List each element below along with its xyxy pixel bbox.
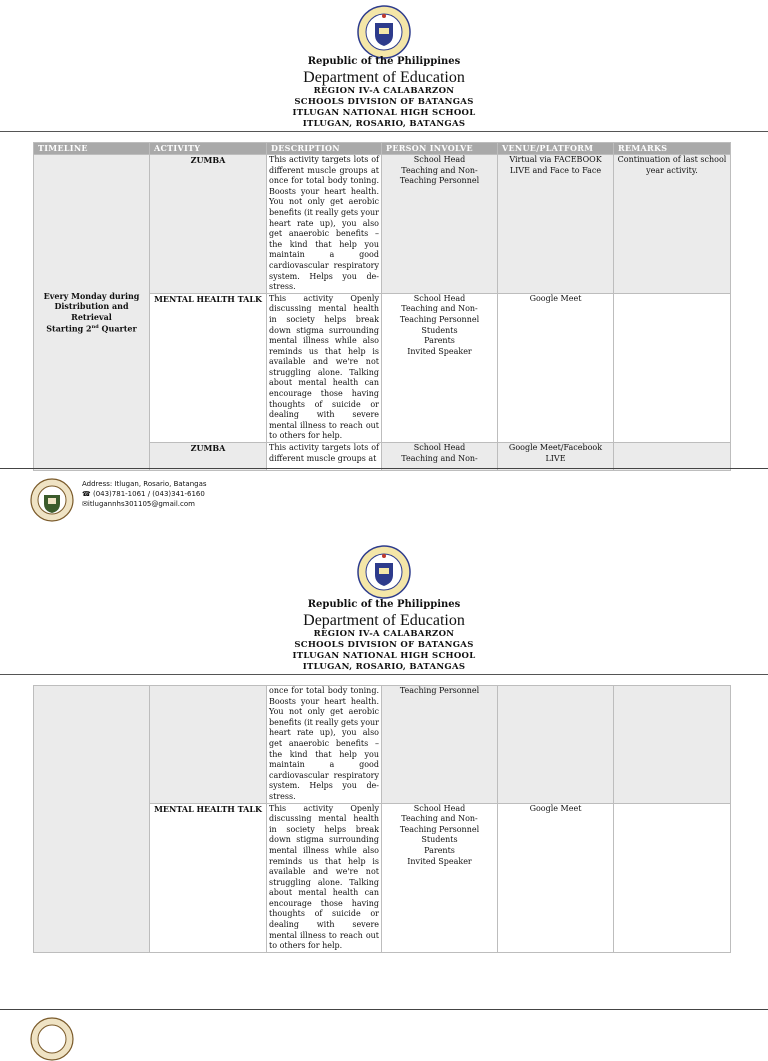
department-heading: Department of Education (303, 612, 465, 629)
footer-divider (0, 468, 768, 469)
footer-email: ✉itlugannhs301105@gmail.com (82, 500, 195, 508)
remarks-cell (614, 686, 731, 804)
division-line: SCHOOLS DIVISION OF BATANGAS (294, 97, 474, 107)
email-icon: ✉ (82, 500, 88, 508)
activity-cell: ZUMBA (150, 443, 267, 471)
activity-cell (150, 686, 267, 804)
venue-cell (498, 686, 614, 804)
deped-seal-logo (356, 4, 412, 60)
persons-cell: School Head Teaching and Non-Teaching Personnel Students Parents Invited Speaker (382, 293, 498, 442)
col-header-remarks: REMARKS (614, 143, 731, 155)
school-line: ITLUGAN NATIONAL HIGH SCHOOL (292, 651, 476, 661)
remarks-cell (614, 803, 731, 952)
venue-cell: Virtual via FACEBOOK LIVE and Face to Face (498, 155, 614, 294)
remarks-cell (614, 443, 731, 471)
activity-table (33, 142, 731, 471)
school-address-line: ITLUGAN, ROSARIO, BATANGAS (302, 119, 466, 129)
description-cell: once for total body toning. Boosts your heart health. You not only get aerobic benefits (it really gets your heart rate up), you also get anaerobic benefits – the kind that help you maintain a good cardiovascular respiratory system. Helps you de-stress. (267, 686, 382, 804)
activity-cell: MENTAL HEALTH TALK (150, 293, 267, 442)
description-cell: This activity Openly discussing mental health in society helps break down stigma surrounding mental illness while also reminds us that help is available and we're not struggling alone. Talking about mental health can encourage those having thoughts of suicide or dealing with severe mental illness to reach out to others for help. (267, 803, 382, 952)
department-heading: Department of Education (303, 69, 465, 86)
region-line: REGION IV-A CALABARZON (313, 629, 455, 639)
description-cell: This activity targets lots of different muscle groups at once for total body toning. Boosts your heart health. You not only get aerobic benefits (it really gets your heart rate up), you also get anaerobic benefits – the kind that help you maintain a good cardiovascular respiratory system. Helps you de-stress. (267, 155, 382, 294)
activity-cell: ZUMBA (150, 155, 267, 294)
republic-heading: Republic of the Philippines (307, 599, 461, 610)
republic-heading: Republic of the Philippines (307, 56, 461, 67)
school-seal-logo (30, 478, 74, 522)
venue-cell: Google Meet/Facebook LIVE (498, 443, 614, 471)
col-header-venue: VENUE/PLATFORM (498, 143, 614, 155)
division-line: SCHOOLS DIVISION OF BATANGAS (294, 640, 474, 650)
venue-cell: Google Meet (498, 803, 614, 952)
footer-address: Address: Itlugan, Rosario, Batangas (82, 480, 207, 488)
footer-divider (0, 1009, 768, 1010)
timeline-cell (34, 686, 150, 953)
persons-cell: Teaching Personnel (382, 686, 498, 804)
col-header-person-involve: PERSON INVOLVE (382, 143, 498, 155)
col-header-description: DESCRIPTION (267, 143, 382, 155)
footer-phone: ☎ (043)781-1061 / (043)341-6160 (82, 490, 205, 498)
phone-icon: ☎ (82, 490, 91, 498)
region-line: REGION IV-A CALABARZON (313, 86, 455, 96)
remarks-cell (614, 293, 731, 442)
header-divider (0, 131, 768, 132)
remarks-cell: Continuation of last school year activity. (614, 155, 731, 294)
footer-contact (82, 479, 207, 509)
table-row (34, 155, 731, 294)
school-line: ITLUGAN NATIONAL HIGH SCHOOL (292, 108, 476, 118)
header-divider (0, 674, 768, 675)
table-row (34, 686, 731, 804)
col-header-activity: ACTIVITY (150, 143, 267, 155)
school-address-line: ITLUGAN, ROSARIO, BATANGAS (302, 662, 466, 672)
persons-cell: School Head Teaching and Non-Teaching Personnel (382, 155, 498, 294)
timeline-cell: Every Monday during Distribution and Retrieval Starting 2nd Quarter (34, 155, 150, 471)
table-header-row (34, 143, 731, 155)
description-cell: This activity targets lots of different muscle groups at (267, 443, 382, 471)
col-header-timeline: TIMELINE (34, 143, 150, 155)
deped-seal-logo (356, 544, 412, 600)
persons-cell: School Head Teaching and Non- (382, 443, 498, 471)
activity-table-continued (33, 685, 731, 953)
activity-cell: MENTAL HEALTH TALK (150, 803, 267, 952)
description-cell: This activity Openly discussing mental health in society helps break down stigma surrounding mental illness while also reminds us that help is available and we're not struggling alone. Talking about mental health can encourage those having thoughts of suicide or dealing with severe mental illness to reach out to others for help. (267, 293, 382, 442)
venue-cell: Google Meet (498, 293, 614, 442)
persons-cell: School Head Teaching and Non-Teaching Personnel Students Parents Invited Speaker (382, 803, 498, 952)
